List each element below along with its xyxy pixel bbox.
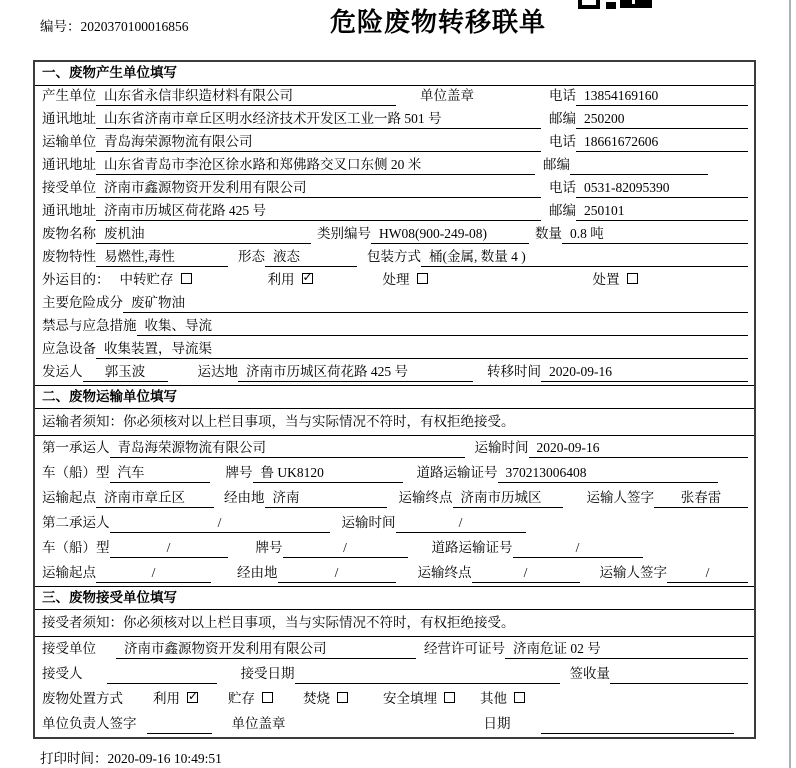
disposal-option-other [480,687,525,709]
purpose-label: 外运目的： [42,272,110,287]
option-label: 中转贮存 [119,272,174,287]
plate-value: / [283,540,408,558]
row-receiver [35,178,754,201]
option-label: 处置 [592,272,620,287]
transport-time-value: 2020-09-16 [529,440,749,458]
option-label: 安全填埋 [383,691,437,706]
row-route2 [35,561,754,586]
transfer-storage-checkbox [181,273,192,284]
vehicle-type-value: 汽车 [110,461,210,483]
row-disposal-method [35,687,754,712]
phone-label: 电话 [549,134,576,149]
recipient-label: 接受人 [42,666,83,681]
receive-date-value [295,682,560,684]
row-carrier1 [35,436,754,461]
permit-value: 济南危证 02 号 [505,637,748,659]
phone-value: 18661672606 [576,134,748,152]
zip-value [570,173,708,175]
row-responsible-signature [35,712,754,737]
row-receiver-address [35,201,754,224]
packaging-label: 包装方式 [367,249,421,264]
hazard-value: 废矿物油 [123,291,748,313]
equipment-label: 应急设备 [42,341,96,356]
zip-value: 250200 [576,111,748,129]
section3-header: 三、废物接受单位填写 [35,586,754,610]
waste-name-value: 废机油 [96,222,311,244]
transfer-time-value: 2020-09-16 [541,364,748,382]
print-time-value: 2020-09-16 10:49:51 [107,751,222,766]
shipper-value: 郭玉波 [83,360,168,382]
receiving-unit-label: 接受单位 [42,641,96,656]
row-shipper [35,362,754,385]
origin-label: 运输起点 [42,490,96,505]
transport-time-value: / [396,515,526,533]
category-value: HW08(900-249-08) [371,226,529,244]
producer-label: 产生单位 [42,88,96,103]
terminus-value: / [472,565,580,583]
destination-label: 运达地 [197,364,238,379]
quantity-value: 0.8 吨 [562,222,748,244]
destination-value: 济南市历城区荷花路 425 号 [238,360,473,382]
receiver-notice: 接受者须知：你必须核对以上栏目事项，当与实际情况不符时，有权拒绝接受。 [35,610,754,637]
row-carrier2 [35,511,754,536]
road-license-label: 道路运输证号 [416,465,498,480]
incinerate-checkbox [337,692,348,703]
page-edge-divider [789,0,791,768]
received-amount-label: 签收量 [569,666,610,681]
producer-value: 山东省永信非织造材料有限公司 [96,84,396,106]
row-hazard-components [35,293,754,316]
address-label: 通讯地址 [42,203,96,218]
row-producer-address [35,109,754,132]
carrier-signature-value: 张春雷 [654,486,748,508]
section1-header: 一、废物产生单位填写 [35,62,754,86]
characteristics-label: 废物特性 [42,249,96,264]
plate-label: 牌号 [225,465,253,480]
address-value: 济南市历城区荷花路 425 号 [96,199,541,221]
option-label: 其他 [480,691,507,706]
receiver-value: 济南市鑫源物资开发利用有限公司 [96,176,541,198]
serial-label: 编号： [40,19,81,34]
origin-value: / [96,565,211,583]
disposal-label: 废物处置方式 [42,691,123,706]
purpose-option-dispose [593,268,638,290]
other-checkbox [514,692,525,703]
utilize-checkbox [187,692,198,703]
via-value: / [278,565,396,583]
permit-label: 经营许可证号 [424,641,505,656]
road-license-label: 道路运输证号 [431,540,513,555]
option-label: 处理 [382,272,410,287]
recipient-value [107,682,217,684]
option-label: 贮存 [228,691,255,706]
waste-name-label: 废物名称 [42,226,96,241]
equipment-value: 收集装置，导流渠 [96,337,748,359]
row-transport-purpose [35,270,754,293]
zip-value: 250101 [576,203,748,221]
address-value: 山东省青岛市李沧区徐水路和郑佛路交叉口东侧 20 米 [96,153,535,175]
carrier1-value: 青岛海荣源物流有限公司 [110,436,465,458]
treat-checkbox [417,273,428,284]
purpose-option-utilize [268,268,313,290]
origin-value: 济南市章丘区 [96,486,214,508]
form-value: 液态 [265,245,357,267]
dispose-checkbox [627,273,638,284]
zip-label: 邮编 [549,203,576,218]
carrier-signature-label: 运输人签字 [599,565,667,580]
form-label: 形态 [238,249,265,264]
form-title: 危险废物转移联单 [330,7,547,37]
section2-header: 二、废物运输单位填写 [35,385,754,409]
road-license-value: / [513,540,643,558]
address-label: 通讯地址 [42,111,96,126]
terminus-label: 运输终点 [398,490,453,505]
disposal-option-storage [228,687,273,709]
row-waste-name [35,224,754,247]
address-label: 通讯地址 [42,157,96,172]
plate-label: 牌号 [255,540,283,555]
row-vehicle1 [35,461,754,486]
receive-date-label: 接受日期 [240,666,295,681]
unit-seal-label: 单位盖章 [231,716,286,731]
print-time [40,747,222,767]
transport-time-label: 运输时间 [474,440,529,455]
row-precautions [35,316,754,339]
purpose-option-transfer-storage [120,268,192,290]
precaution-label: 禁忌与应急措施 [42,318,137,333]
row-emergency-equipment [35,339,754,362]
disposal-option-incinerate [303,687,348,709]
vehicle-type-label: 车（船）型 [42,465,110,480]
origin-label: 运输起点 [42,565,96,580]
transporter-value: 青岛海荣源物流有限公司 [96,130,541,152]
row-transporter [35,132,754,155]
phone-value: 13854169160 [576,88,748,106]
option-label: 焚烧 [303,691,330,706]
phone-value: 0531-82095390 [576,180,748,198]
received-amount-value [610,682,748,684]
row-recipient [35,662,754,687]
row-route1 [35,486,754,511]
responsible-signature-value [147,732,212,734]
zip-label: 邮编 [543,157,570,172]
plate-value: 鲁 UK8120 [253,461,403,483]
date-label: 日期 [483,716,511,731]
characteristics-value: 易燃性,毒性 [96,245,228,267]
quantity-label: 数量 [535,226,562,241]
responsible-signature-label: 单位负责人签字 [42,716,137,731]
transport-time-label: 运输时间 [341,515,396,530]
disposal-option-utilize [153,687,198,709]
row-receiving-unit [35,637,754,662]
phone-label: 电话 [549,88,576,103]
qr-code-fragment-icon [578,0,652,9]
road-license-value: 370213006408 [498,465,719,483]
row-vehicle2 [35,536,754,561]
vehicle-type-label: 车（船）型 [42,540,110,555]
category-label: 类别编号 [317,226,371,241]
print-time-label: 打印时间： [40,751,108,766]
option-label: 利用 [153,691,180,706]
terminus-value: 济南市历城区 [453,486,563,508]
serial-value: 2020370100016856 [80,19,189,34]
carrier2-label: 第二承运人 [42,515,110,530]
packaging-value: 桶(金属, 数量 4 ) [421,245,748,267]
receiving-unit-value: 济南市鑫源物资开发利用有限公司 [116,637,416,659]
precaution-value: 收集、导流 [137,314,749,336]
row-transporter-address [35,155,754,178]
address-value: 山东省济南市章丘区明水经济技术开发区工业一路 501 号 [96,107,541,129]
via-label: 经由地 [224,490,265,505]
landfill-checkbox [444,692,455,703]
date-value [541,732,735,734]
hazard-label: 主要危险成分 [42,295,123,310]
carrier1-label: 第一承运人 [42,440,110,455]
carrier2-value: / [110,515,330,533]
storage-checkbox [262,692,273,703]
disposal-option-landfill [383,687,455,709]
purpose-option-treat [383,268,428,290]
phone-label: 电话 [549,180,576,195]
shipper-label: 发运人 [42,364,83,379]
row-waste-characteristics [35,247,754,270]
serial-number [40,15,189,35]
form-table [33,60,756,739]
transporter-label: 运输单位 [42,134,96,149]
via-value: 济南 [265,486,387,508]
terminus-label: 运输终点 [417,565,472,580]
unit-seal-label: 单位盖章 [420,88,474,103]
row-producer [35,86,754,109]
carrier-signature-value: / [667,565,748,583]
option-label: 利用 [267,272,295,287]
vehicle-type-value: / [110,540,228,558]
via-label: 经由地 [237,565,278,580]
transporter-notice: 运输者须知：你必须核对以上栏目事项，当与实际情况不符时，有权拒绝接受。 [35,409,754,436]
utilize-checkbox [302,273,313,284]
carrier-signature-label: 运输人签字 [586,490,654,505]
zip-label: 邮编 [549,111,576,126]
transfer-time-label: 转移时间 [487,364,541,379]
receiver-label: 接受单位 [42,180,96,195]
